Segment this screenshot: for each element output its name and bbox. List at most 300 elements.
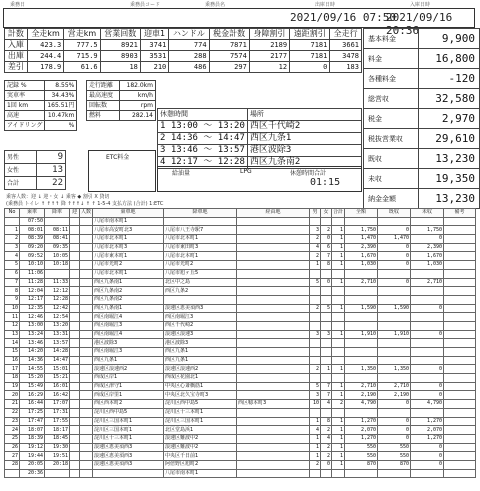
- trip-cell: 5: [310, 278, 321, 287]
- trip-cell: [237, 391, 310, 400]
- trip-cell: 11:33: [45, 278, 70, 287]
- trip-cell: [70, 287, 80, 296]
- trip-cell: [80, 348, 93, 357]
- trip-cell: 08:39: [20, 235, 45, 244]
- trip-cell: [444, 226, 476, 235]
- trip-cell: 14:20: [20, 348, 45, 357]
- trip-cell: [378, 374, 411, 383]
- trip-cell: 八尾市高安町北3: [93, 226, 164, 235]
- trip-cell: 19:44: [20, 452, 45, 461]
- trip-cell: [332, 469, 345, 478]
- trip-cell: 870: [345, 460, 378, 469]
- trip-cell: 0: [378, 426, 411, 435]
- table-row: [5, 426, 476, 435]
- trip-log-table: [4, 208, 476, 478]
- trip-cell: [378, 321, 411, 330]
- trip-cell: 2,070: [411, 426, 444, 435]
- trip-cell: 12:12: [45, 287, 70, 296]
- table-row: [5, 417, 476, 426]
- trip-cell: 2,190: [378, 391, 411, 400]
- trip-cell: 19:12: [20, 443, 45, 452]
- trip-cell: 1,750: [411, 226, 444, 235]
- trip-cell: [237, 356, 310, 365]
- rest-time: 2 14:36 ～ 14:47: [158, 133, 248, 145]
- trip-cell: [237, 226, 310, 235]
- ratio-row: [5, 81, 77, 91]
- rest-total-value: 01:15: [310, 177, 341, 188]
- summary-row: [364, 89, 480, 109]
- rest-place-title: 場所: [247, 109, 361, 121]
- trip-cell: 2: [321, 443, 332, 452]
- table-row: [5, 304, 476, 313]
- trip-cell: [411, 321, 444, 330]
- trip-cell: 港区波除3: [93, 339, 164, 348]
- trip-cell: 7: [321, 252, 332, 261]
- trip-cell: [444, 339, 476, 348]
- trip-cell: [237, 261, 310, 270]
- table-row: [5, 217, 476, 226]
- trip-cell: 7: [321, 382, 332, 391]
- trip-cell: [80, 365, 93, 374]
- drive-label: 燃料: [87, 111, 120, 121]
- trip-cell: 淀川区十三本町1: [164, 408, 237, 417]
- trip-cell: 20:18: [45, 460, 70, 469]
- trip-cell: [237, 452, 310, 461]
- trip-cell: 西区南堀江4: [93, 330, 164, 339]
- trip-cell: [444, 304, 476, 313]
- ratio-row: [5, 91, 77, 101]
- trip-cell: 1: [332, 391, 345, 400]
- trip-cell: 13: [5, 330, 20, 339]
- trip-cell: 7: [321, 391, 332, 400]
- table-row: [5, 330, 476, 339]
- trip-cell: [345, 356, 378, 365]
- trip-cell: 淀川区三国本町1: [93, 426, 164, 435]
- rest-table: [157, 108, 362, 169]
- stats-cell: 3661: [330, 40, 362, 51]
- trip-cell: [310, 313, 321, 322]
- trip-cell: 4: [321, 434, 332, 443]
- trip-cell: 550: [345, 452, 378, 461]
- summary-label: 納金金額: [364, 189, 419, 209]
- trip-cell: [444, 261, 476, 270]
- trip-cell: 2,710: [345, 382, 378, 391]
- trip-cell: 西区南堀江4: [93, 313, 164, 322]
- trip-cell: 八尾市光町2: [164, 261, 237, 270]
- trip-cell: 西区九条2: [164, 287, 237, 296]
- trip-cell: 2: [310, 365, 321, 374]
- trip-cell: [444, 321, 476, 330]
- trip-cell: [332, 321, 345, 330]
- trip-cell: 3: [310, 330, 321, 339]
- trip-cell: 八尾市北本町3: [93, 243, 164, 252]
- drive-row: [87, 81, 156, 91]
- col-header: 既収: [378, 209, 411, 218]
- trip-cell: 5: [310, 382, 321, 391]
- trip-cell: 北区中之島: [164, 278, 237, 287]
- people-row: [5, 164, 66, 177]
- trip-cell: 2: [310, 304, 321, 313]
- trip-cell: 870: [378, 460, 411, 469]
- lpg-label: LPG: [240, 168, 252, 175]
- trip-cell: 八尾市東田町3: [164, 243, 237, 252]
- trip-cell: [70, 469, 80, 478]
- trip-cell: 1: [332, 261, 345, 270]
- trip-cell: [444, 348, 476, 357]
- trip-cell: 19: [5, 382, 20, 391]
- table-row: [5, 382, 476, 391]
- trip-cell: [444, 460, 476, 469]
- trip-cell: 12:04: [20, 287, 45, 296]
- trip-cell: 19:51: [45, 452, 70, 461]
- trip-cell: [345, 339, 378, 348]
- table-row: [5, 452, 476, 461]
- trip-cell: [237, 469, 310, 478]
- trip-cell: [332, 374, 345, 383]
- trip-cell: 13:57: [45, 339, 70, 348]
- trip-cell: [321, 295, 332, 304]
- trip-cell: [411, 374, 444, 383]
- table-row: [5, 287, 476, 296]
- trip-cell: 西区南堀江3: [164, 313, 237, 322]
- table-row: [5, 235, 476, 244]
- summary-label: 税抜営業収: [364, 129, 419, 149]
- meter-stats-table: [4, 28, 362, 73]
- stats-cell: 61.6: [64, 62, 100, 73]
- trip-cell: [321, 269, 332, 278]
- col-header: 乗車地: [93, 209, 164, 218]
- table-row: [5, 443, 476, 452]
- trip-cell: 12:17: [20, 295, 45, 304]
- trip-cell: 14:28: [45, 348, 70, 357]
- trip-cell: 1: [332, 252, 345, 261]
- trip-cell: 西区靱本町3: [237, 400, 310, 409]
- trip-cell: [80, 426, 93, 435]
- trip-cell: [310, 217, 321, 226]
- table-row: [5, 374, 476, 383]
- summary-label: 税金: [364, 109, 419, 129]
- table-row: [5, 226, 476, 235]
- stats-cell: 12: [249, 62, 289, 73]
- ratio-stats-table: [4, 80, 77, 131]
- trip-cell: [80, 235, 93, 244]
- ratio-label: 記録 %: [5, 81, 45, 91]
- trip-cell: 西区九条1: [164, 348, 237, 357]
- trip-cell: [70, 217, 80, 226]
- trip-cell: [237, 417, 310, 426]
- trip-cell: [237, 426, 310, 435]
- table-row: [5, 321, 476, 330]
- trip-cell: [444, 330, 476, 339]
- trip-cell: 1: [321, 365, 332, 374]
- trip-cell: [93, 469, 164, 478]
- table-row: [5, 434, 476, 443]
- trip-cell: [321, 469, 332, 478]
- stats-cell: 7181: [290, 40, 330, 51]
- trip-cell: 港区波除3: [164, 339, 237, 348]
- trip-cell: 11: [5, 313, 20, 322]
- trip-cell: [411, 313, 444, 322]
- stats-cell: 210: [140, 62, 168, 73]
- ratio-row: [5, 101, 77, 111]
- drive-row: [87, 91, 156, 101]
- rest-row: [158, 145, 362, 157]
- summary-value: 9,900: [419, 29, 480, 49]
- trip-cell: 2,070: [345, 426, 378, 435]
- trip-cell: [332, 339, 345, 348]
- trip-cell: 20:36: [20, 469, 45, 478]
- trip-cell: 0: [378, 400, 411, 409]
- header-label-code: 乗務員コード: [130, 2, 161, 8]
- table-row: [5, 278, 476, 287]
- trip-cell: [70, 382, 80, 391]
- trip-cell: [321, 348, 332, 357]
- trip-cell: 1,270: [345, 434, 378, 443]
- table-row: [5, 295, 476, 304]
- trip-cell: 3: [321, 330, 332, 339]
- stats-cell: 3741: [140, 40, 168, 51]
- trip-cell: [237, 252, 310, 261]
- stats-header: 計数: [5, 29, 28, 40]
- trip-cell: [310, 374, 321, 383]
- drive-value: 282.14: [120, 111, 156, 121]
- trip-cell: 中央区千日前1: [164, 452, 237, 461]
- trip-cell: 550: [378, 452, 411, 461]
- trip-cell: [444, 252, 476, 261]
- trip-cell: [70, 417, 80, 426]
- trip-cell: 3: [5, 243, 20, 252]
- trip-cell: 1,670: [345, 252, 378, 261]
- stats-header: ハンドル: [169, 29, 209, 40]
- trip-cell: 0: [411, 330, 444, 339]
- ratio-label: アイドリング: [5, 121, 45, 131]
- trip-cell: 0: [321, 460, 332, 469]
- legend-note-2: (乗務員 トイレ ↑ ↑↑↑ 降 ↑↑↑↓ ↑ ↑ 1-5-4 支払方法 (合計) 1:ETC: [6, 201, 164, 207]
- trip-cell: 北区堂島浜1: [164, 426, 237, 435]
- summary-row: [364, 109, 480, 129]
- trip-cell: [310, 356, 321, 365]
- trip-cell: 3: [310, 391, 321, 400]
- col-header: 備考: [444, 209, 476, 218]
- trip-cell: [321, 339, 332, 348]
- trip-cell: 西区九条南2: [93, 295, 164, 304]
- stats-header: 営走km: [64, 29, 100, 40]
- trip-cell: 23: [5, 417, 20, 426]
- trip-cell: [378, 287, 411, 296]
- stats-cell: 244.4: [27, 51, 63, 62]
- trip-cell: [45, 269, 70, 278]
- stats-header: 全走km: [27, 29, 63, 40]
- trip-cell: [70, 443, 80, 452]
- etc-label: ETC料金: [106, 154, 130, 161]
- stats-cell: 486: [169, 62, 209, 73]
- table-row: [5, 460, 476, 469]
- trip-cell: 0: [378, 434, 411, 443]
- trip-cell: [80, 339, 93, 348]
- trip-cell: [345, 321, 378, 330]
- trip-cell: 1,590: [378, 304, 411, 313]
- trip-cell: [70, 304, 80, 313]
- stats-cell: 2189: [249, 40, 289, 51]
- trip-cell: [70, 235, 80, 244]
- trip-cell: 2,710: [411, 278, 444, 287]
- trip-cell: [80, 443, 93, 452]
- trip-cell: 浪速区恵美須西3: [164, 304, 237, 313]
- people-row: [5, 177, 66, 190]
- trip-cell: [345, 287, 378, 296]
- header-label-departure: 出庫日時: [315, 2, 336, 8]
- trip-cell: 淀川区西中島5: [93, 408, 164, 417]
- trip-cell: 八尾市北本町1: [93, 269, 164, 278]
- trip-cell: [70, 269, 80, 278]
- trip-cell: 26: [5, 443, 20, 452]
- trip-cell: [444, 443, 476, 452]
- drive-label: 最高速度: [87, 91, 120, 101]
- col-header: 人数: [81, 209, 92, 216]
- trip-cell: [80, 382, 93, 391]
- trip-cell: [321, 321, 332, 330]
- trip-cell: 0: [378, 252, 411, 261]
- trip-cell: [70, 252, 80, 261]
- trip-cell: 1: [332, 417, 345, 426]
- stats-header: 全走行: [330, 29, 362, 40]
- trip-cell: 12:46: [20, 313, 45, 322]
- trip-cell: [70, 348, 80, 357]
- trip-cell: 1: [332, 434, 345, 443]
- table-row: [5, 391, 476, 400]
- trip-cell: 西成区岸1: [93, 374, 164, 383]
- trip-cell: 16:44: [20, 400, 45, 409]
- trip-cell: [444, 356, 476, 365]
- trip-cell: [345, 313, 378, 322]
- rest-row: [158, 133, 362, 145]
- trip-cell: [80, 400, 93, 409]
- trip-cell: [444, 452, 476, 461]
- rest-time: 3 13:46 ～ 13:57: [158, 145, 248, 157]
- stats-cell: 0: [290, 62, 330, 73]
- trip-cell: [321, 217, 332, 226]
- trip-cell: 10:18: [45, 261, 70, 270]
- trip-cell: [237, 278, 310, 287]
- trip-cell: [80, 243, 93, 252]
- trip-cell: 0: [378, 226, 411, 235]
- trip-cell: [70, 278, 80, 287]
- stats-row-label: 差引: [5, 62, 28, 73]
- trip-cell: 18: [5, 374, 20, 383]
- drive-label: 走行距離: [87, 81, 120, 91]
- trip-cell: 19:30: [45, 443, 70, 452]
- trip-cell: [237, 243, 310, 252]
- trip-cell: 09:20: [20, 243, 45, 252]
- col-header: 未収: [411, 209, 444, 218]
- trip-cell: 西区南堀江3: [93, 348, 164, 357]
- trip-cell: 2,710: [378, 382, 411, 391]
- summary-row: [364, 49, 480, 69]
- trip-cell: [80, 417, 93, 426]
- stats-cell: 178.9: [27, 62, 63, 73]
- stats-cell: 297: [209, 62, 249, 73]
- trip-cell: 14:36: [20, 356, 45, 365]
- trip-cell: [411, 339, 444, 348]
- trip-cell: [70, 460, 80, 469]
- trip-cell: [378, 313, 411, 322]
- trip-cell: 0: [378, 243, 411, 252]
- trip-cell: [321, 408, 332, 417]
- trip-cell: [80, 408, 93, 417]
- trip-cell: 10: [310, 400, 321, 409]
- trip-cell: 西区九条南1: [93, 304, 164, 313]
- table-row: [5, 261, 476, 270]
- trip-cell: 中央区心斎橋筋1: [164, 382, 237, 391]
- trip-cell: 淀川区十三本町1: [93, 434, 164, 443]
- trip-cell: [310, 348, 321, 357]
- drive-stats-table: [86, 80, 156, 121]
- summary-label: 総営収: [364, 89, 419, 109]
- trip-cell: [80, 304, 93, 313]
- trip-cell: 1: [332, 460, 345, 469]
- rest-title: 休憩時間: [158, 109, 248, 121]
- trip-cell: [237, 408, 310, 417]
- legend-note-1: 乗客人数：迎 ↓ 迎・女 ↓ 乗客 ◆ 割引 X 貸切: [6, 194, 110, 200]
- trip-cell: 1,350: [345, 365, 378, 374]
- trip-cell: [80, 460, 93, 469]
- trip-cell: [332, 217, 345, 226]
- trip-cell: 1,270: [411, 434, 444, 443]
- trip-cell: 4: [310, 243, 321, 252]
- stats-row-diff: [5, 62, 362, 73]
- trip-cell: 八尾市光町2: [93, 261, 164, 270]
- rest-total-label: 休憩時間合計: [290, 170, 327, 177]
- trip-cell: [80, 452, 93, 461]
- col-header: 合計: [333, 209, 344, 216]
- rest-row: [158, 121, 362, 133]
- fare-summary-table: [363, 28, 480, 209]
- trip-cell: 6: [321, 243, 332, 252]
- trip-cell: [45, 217, 70, 226]
- summary-row: [364, 69, 480, 89]
- col-header: 女: [321, 209, 332, 218]
- stats-header-row: [5, 29, 362, 40]
- trip-cell: [444, 400, 476, 409]
- trip-cell: 浪速区難波中2: [164, 443, 237, 452]
- summary-value: 13,230: [419, 189, 480, 209]
- trip-cell: 西区九条1: [164, 356, 237, 365]
- trip-cell: 1: [5, 226, 20, 235]
- trip-cell: 1: [332, 452, 345, 461]
- trip-cell: 13:20: [45, 321, 70, 330]
- summary-label: 既収: [364, 149, 419, 169]
- trip-cell: [310, 469, 321, 478]
- trip-cell: 2: [5, 235, 20, 244]
- trip-cell: 1: [332, 235, 345, 244]
- trip-cell: 17:25: [20, 408, 45, 417]
- trip-cell: 1,470: [378, 235, 411, 244]
- col-header: 男: [310, 209, 321, 218]
- summary-value: 13,230: [419, 149, 480, 169]
- header-label-name: 乗務員名: [205, 2, 226, 8]
- trip-cell: [80, 261, 93, 270]
- trip-cell: 0: [411, 452, 444, 461]
- trip-cell: [80, 434, 93, 443]
- trip-cell: [444, 269, 476, 278]
- header-label-arrival: 入庫日時: [410, 2, 431, 8]
- trip-cell: [70, 434, 80, 443]
- trip-cell: [80, 321, 93, 330]
- trip-cell: 八尾市北本町1: [93, 235, 164, 244]
- trip-cell: [237, 330, 310, 339]
- trip-cell: 淀川区三国本町1: [93, 417, 164, 426]
- trip-cell: 1: [310, 452, 321, 461]
